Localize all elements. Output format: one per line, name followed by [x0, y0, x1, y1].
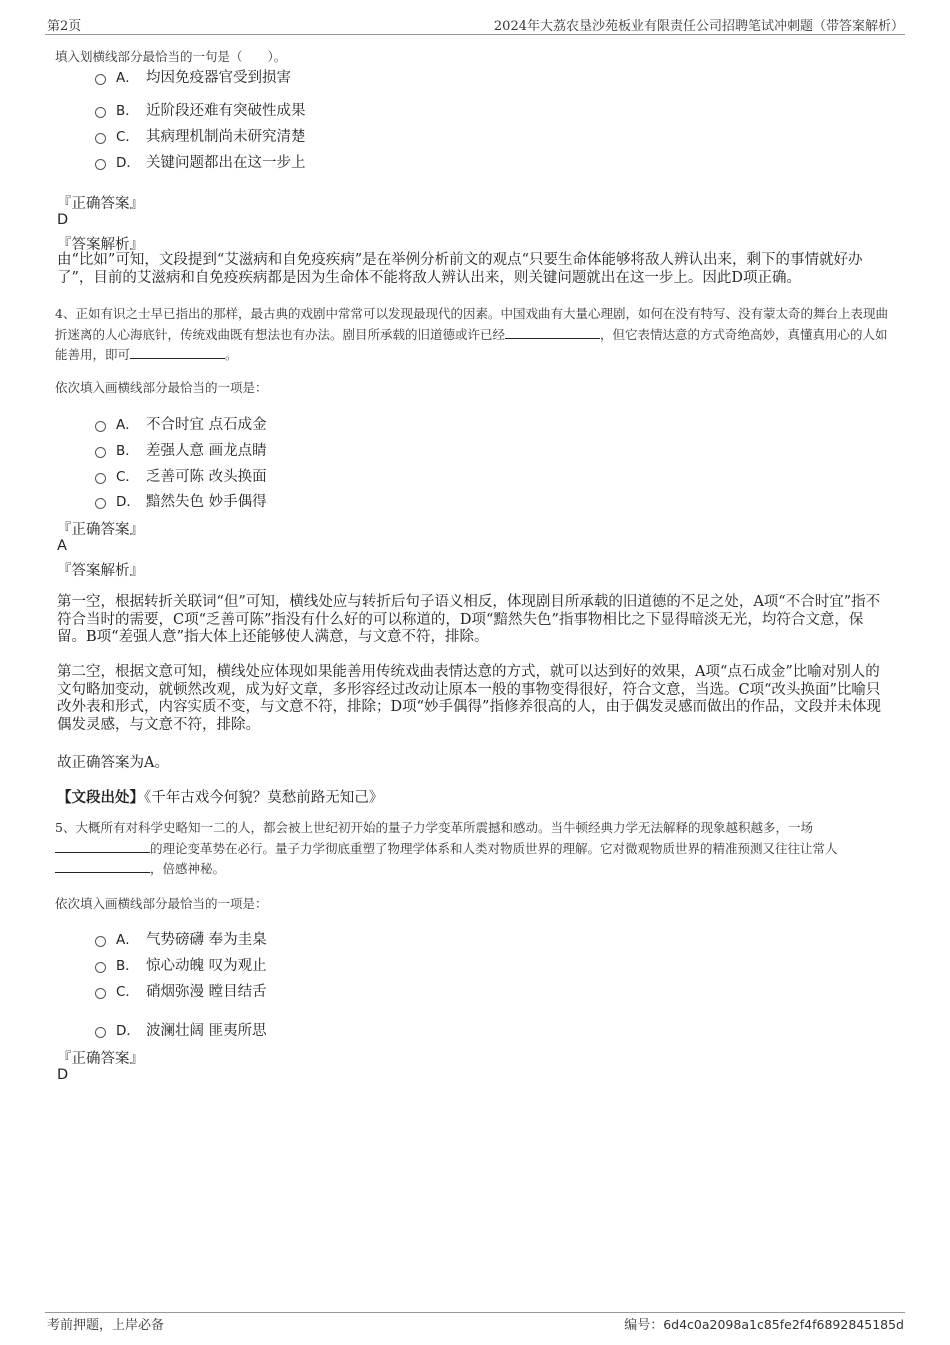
- q3-option-b[interactable]: [95, 99, 306, 119]
- radio-icon[interactable]: [95, 988, 106, 999]
- q4-stem-part1: 4、正如有识之士早已指出的那样，最古典的戏剧中常常可以发现最现代的因素。中国戏曲有大量心理剧，如何在没有特写、没有蒙太奇的舞台上表现曲折迷离的人心海底针，传统戏曲既有想法也有办法。剧目所承载的旧道德或许已经: [55, 306, 888, 342]
- q5-stem: [55, 818, 890, 880]
- q5-stem-part1: 5、大概所有对科学史略知一二的人，都会被上世纪初开始的量子力学变革所震撼和感动。当牛顿经典力学无法解释的现象越积越多，一场: [55, 820, 813, 835]
- option-text: 均因免疫器官受到损害: [146, 69, 291, 86]
- q3-option-c[interactable]: [95, 125, 306, 145]
- option-letter: D．: [116, 155, 140, 171]
- page-number: 第2页: [47, 19, 82, 34]
- q3-analysis-label: 『答案解析』: [57, 237, 144, 253]
- q4-blank-2: [130, 346, 225, 359]
- q4-option-c[interactable]: [95, 465, 267, 485]
- q3-option-d[interactable]: [95, 151, 306, 171]
- option-letter: C．: [116, 129, 139, 145]
- radio-icon[interactable]: [95, 107, 106, 118]
- footer-divider: [45, 1312, 905, 1313]
- q5-option-d[interactable]: [95, 1019, 267, 1039]
- footer-code-label: 编号：: [624, 1318, 664, 1333]
- radio-icon[interactable]: [95, 473, 106, 484]
- option-text: 其病理机制尚未研究清楚: [146, 128, 306, 145]
- q4-stem: [55, 304, 890, 366]
- q4-answer-label: 『正确答案』: [57, 522, 144, 538]
- q4-option-b[interactable]: [95, 439, 267, 459]
- q5-instruction: 依次填入画横线部分最恰当的一项是：: [55, 896, 268, 911]
- q4-analysis-p1: 第一空，根据转折关联词“但”可知，横线处应与转折后句子语义相反，体现剧目所承载的旧道德的不足之处，A项“不合时宜”指不符合当时的需要，C项“乏善可陈”指没有什么好的可以称道的，D项“黯然失色”指事物相比之下显得暗淡无光，均符合文意，保留。B项“差强人意”指大体上还能够使人满意，与文意不符，排除。: [57, 594, 881, 645]
- footer-slogan: 考前押题，上岸必备: [47, 1318, 165, 1333]
- q4-analysis-p2: 第二空，根据文意可知，横线处应体现如果能善用传统戏曲表情达意的方式，就可以达到好的效果，A项“点石成金”比喻对别人的文句略加变动，就顿然改观，成为好文章，多形容经过改动让原本一般的事物变得很好，符合文意，当选。C项“改头换面”比喻只改外表和形式，内容实质不变，与文意不符，排除；D项“妙手偶得”指修养很高的人，由于偶发灵感而做出的作品，文段并未体现偶发灵感，与文意不符，排除。: [57, 664, 881, 733]
- q4-instruction: 依次填入画横线部分最恰当的一项是：: [55, 380, 268, 395]
- footer-code-value: 6d4c0a2098a1c85fe2f4f6892845185d: [663, 1317, 904, 1332]
- q3-answer: D: [57, 212, 69, 228]
- option-text: 乏善可陈 改头换面: [146, 468, 267, 485]
- q5-option-a[interactable]: [95, 928, 267, 948]
- option-letter: C．: [116, 469, 139, 485]
- q5-stem-part3: ，倍感神秘。: [150, 861, 226, 876]
- q4-conclusion: 故正确答案为A。: [57, 755, 169, 771]
- option-text: 差强人意 画龙点睛: [146, 442, 267, 459]
- radio-icon[interactable]: [95, 936, 106, 947]
- q5-blank-2: [55, 860, 150, 873]
- option-text: 近阶段还难有突破性成果: [146, 102, 306, 119]
- option-letter: A．: [116, 417, 139, 433]
- radio-icon[interactable]: [95, 159, 106, 170]
- option-letter: B．: [116, 103, 139, 119]
- option-letter: C．: [116, 984, 139, 1000]
- radio-icon[interactable]: [95, 962, 106, 973]
- q4-stem-part2: ，但它表情达意的方式奇绝高妙，真懂真用心的人如能善用，即可: [55, 326, 888, 362]
- option-text: 关键问题都出在这一步上: [146, 154, 306, 171]
- q4-option-d[interactable]: [95, 490, 267, 510]
- document-title: 2024年大荔农垦沙苑板业有限责任公司招聘笔试冲刺题（带答案解析）: [493, 19, 904, 34]
- option-text: 不合时宜 点石成金: [146, 416, 267, 433]
- radio-icon[interactable]: [95, 447, 106, 458]
- option-letter: A．: [116, 932, 139, 948]
- q5-option-c[interactable]: [95, 980, 267, 1000]
- q3-stem: 填入划横线部分最恰当的一句是（ ）。: [55, 49, 287, 64]
- option-text: 黯然失色 妙手偶得: [146, 493, 267, 510]
- q4-source: [57, 786, 383, 807]
- radio-icon[interactable]: [95, 133, 106, 144]
- q3-answer-label: 『正确答案』: [57, 196, 144, 212]
- option-letter: A．: [116, 70, 139, 86]
- q4-stem-part3: 。: [225, 347, 238, 362]
- radio-icon[interactable]: [95, 74, 106, 85]
- q5-option-b[interactable]: [95, 954, 267, 974]
- option-letter: D．: [116, 494, 140, 510]
- option-letter: B．: [116, 958, 139, 974]
- q3-analysis: 由“比如”可知，文段提到“艾滋病和自免疫疾病”是在举例分析前文的观点“只要生命体能够将敌人辨认出来，剩下的事情就好办了”，目前的艾滋病和自免疫疾病都是因为生命体不能将敌人辨认出来，则关键问题就出在这一步上。因此D项正确。: [57, 252, 863, 286]
- header-divider: [45, 34, 905, 35]
- option-letter: B．: [116, 443, 139, 459]
- q4-analysis-label: 『答案解析』: [57, 563, 144, 579]
- radio-icon[interactable]: [95, 421, 106, 432]
- option-text: 惊心动魄 叹为观止: [146, 957, 267, 974]
- q3-option-a[interactable]: [95, 66, 291, 86]
- q5-stem-part2: 的理论变革势在必行。量子力学彻底重塑了物理学体系和人类对物质世界的理解。它对微观物质世界的精准预测又往往让常人: [150, 840, 838, 856]
- q5-answer-label: 『正确答案』: [57, 1051, 144, 1067]
- radio-icon[interactable]: [95, 1027, 106, 1038]
- q4-source-label: 【文段出处】: [57, 789, 144, 806]
- q4-answer: A: [57, 538, 67, 554]
- option-text: 硝烟弥漫 瞠目结舌: [146, 983, 267, 1000]
- option-letter: D．: [116, 1023, 140, 1039]
- q4-option-a[interactable]: [95, 413, 267, 433]
- q5-blank-1: [55, 840, 150, 853]
- option-text: 波澜壮阔 匪夷所思: [146, 1022, 267, 1039]
- footer-code: [624, 1314, 904, 1333]
- q4-blank-1: [505, 326, 600, 339]
- option-text: 气势磅礴 奉为圭臬: [146, 931, 267, 948]
- q5-answer: D: [57, 1067, 69, 1083]
- radio-icon[interactable]: [95, 498, 106, 509]
- q4-source-text: 《千年古戏今何貌？莫愁前路无知己》: [144, 790, 384, 806]
